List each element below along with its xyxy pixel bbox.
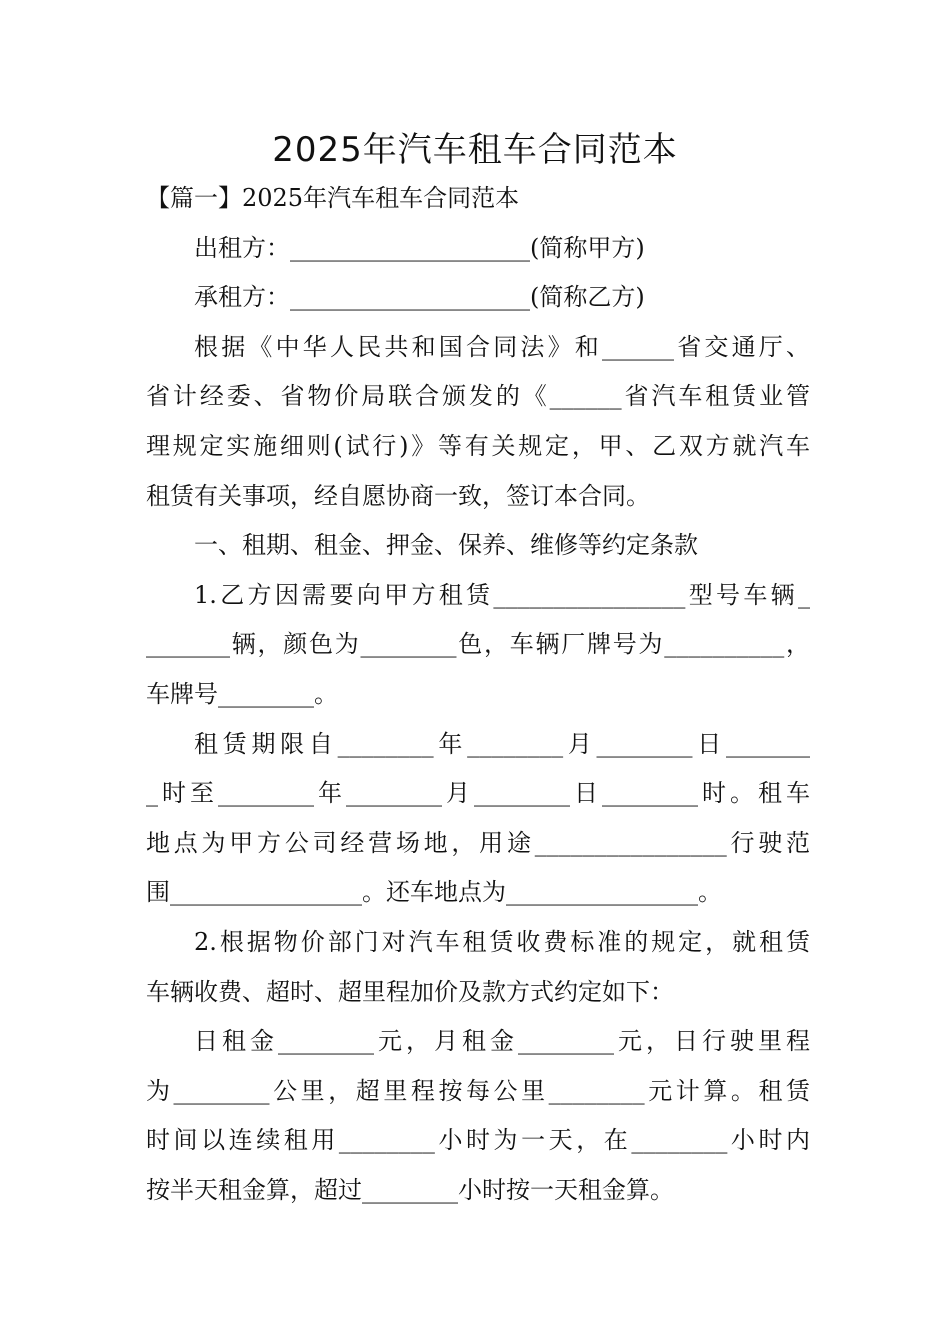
lessor-line: 出租方：____________________(简称甲方) xyxy=(194,233,645,262)
text-line: 根据《中华人民共和国合同法》和______省交通厅、 xyxy=(194,332,810,361)
text-line: 理规定实施细则(试行)》等有关规定，甲、乙双方就汽车 xyxy=(146,431,810,460)
text-line: 车牌号________。 xyxy=(146,679,338,708)
text-line: _______辆，颜色为________色，车辆厂牌号为__________， xyxy=(146,630,810,659)
text-line: 租赁期限自________年________月________日_______ xyxy=(194,729,810,758)
text-line: 日租金________元，月租金________元，日行驶里程 xyxy=(194,1027,810,1056)
text-line: 按半天租金算，超过________小时按一天租金算。 xyxy=(146,1175,674,1204)
text-line: 为________公里，超里程按每公里________元计算。租赁 xyxy=(146,1076,810,1105)
document-body xyxy=(146,174,810,1215)
text-line: 车辆收费、超时、超里程加价及款方式约定如下： xyxy=(146,977,674,1006)
clause-heading: 一、租期、租金、押金、保养、维修等约定条款 xyxy=(194,531,698,560)
section-heading: 【篇一】2025年汽车租车合同范本 xyxy=(146,184,520,212)
document-title: 2025年汽车租车合同范本 xyxy=(272,130,678,170)
text-line: 围________________。还车地点为________________。 xyxy=(146,878,722,907)
lessee-line: 承租方：____________________(简称乙方) xyxy=(194,283,645,312)
text-line: 2.根据物价部门对汽车租赁收费标准的规定，就租赁 xyxy=(194,927,810,956)
text-line: 时间以连续租用________小时为一天，在________小时内 xyxy=(146,1126,810,1155)
text-line: 租赁有关事项，经自愿协商一致，签订本合同。 xyxy=(146,481,650,510)
text-line: _时至________年________月________日________时。租车 xyxy=(146,779,810,808)
text-line: 1.乙方因需要向甲方租赁________________型号车辆_ xyxy=(194,580,810,609)
text-line: 地点为甲方公司经营场地，用途________________行驶范 xyxy=(146,828,810,857)
text-line: 省计经委、省物价局联合颁发的《______省汽车租赁业管 xyxy=(146,382,810,411)
